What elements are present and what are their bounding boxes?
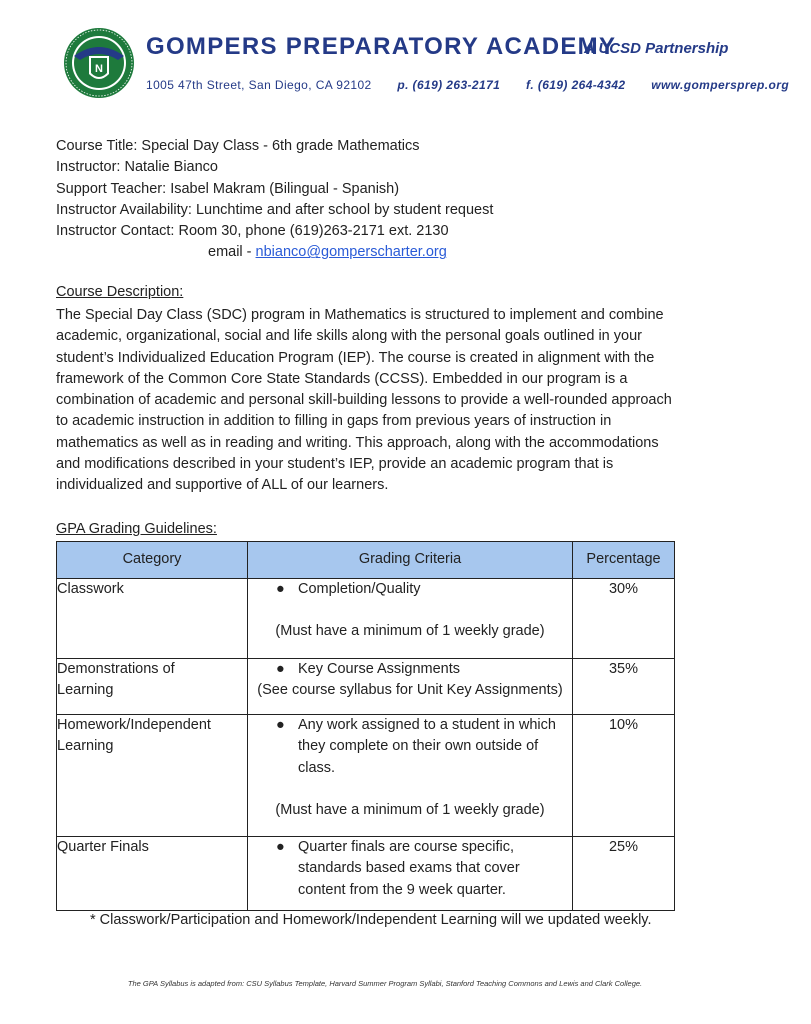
percentage-cell: 30% xyxy=(573,579,675,659)
description-line: student’s Individualized Education Program (IEP). The course is created in alignment with the xyxy=(56,349,655,366)
category-line: Demonstrations of xyxy=(57,661,175,677)
table-row xyxy=(57,837,675,911)
criteria-item xyxy=(248,715,572,779)
bullet-icon: ● xyxy=(276,839,285,855)
criteria-text: Key Course Assignments xyxy=(298,661,460,677)
criteria-text: Completion/Quality xyxy=(298,581,421,597)
criteria-line: class. xyxy=(298,759,336,776)
criteria-note: (See course syllabus for Unit Key Assignments) xyxy=(257,682,563,699)
criteria-cell xyxy=(248,837,573,911)
category-cell xyxy=(57,579,248,659)
course-title: Course Title: Special Day Class - 6th grade Mathematics xyxy=(56,138,420,154)
bullet-icon: ● xyxy=(276,717,285,733)
criteria-note: (Must have a minimum of 1 weekly grade) xyxy=(275,801,545,818)
header-criteria: Grading Criteria xyxy=(248,542,573,579)
school-address: 1005 47th Street, San Diego, CA 92102 xyxy=(146,78,372,92)
criteria-line: standards based exams that cover xyxy=(298,860,520,877)
svg-text:N: N xyxy=(95,63,103,75)
table-row xyxy=(57,715,675,837)
category-line: Homework/Independent xyxy=(57,717,211,733)
category-cell xyxy=(57,837,248,911)
table-row xyxy=(57,579,675,659)
category-classwork: Classwork xyxy=(57,581,124,597)
grading-table xyxy=(56,541,675,911)
email-link[interactable]: nbianco@gomperscharter.org xyxy=(255,244,447,261)
bullet-icon: ● xyxy=(276,661,285,677)
contact-bar xyxy=(146,78,811,92)
criteria-cell xyxy=(248,579,573,659)
course-description-heading: Course Description: xyxy=(56,284,184,300)
instructor: Instructor: Natalie Bianco xyxy=(56,159,218,176)
description-line: individualized and supportive of ALL of our learners. xyxy=(56,477,389,494)
instructor-contact: Instructor Contact: Room 30, phone (619)263-2171 ext. 2130 xyxy=(56,223,449,240)
criteria-line: Any work assigned to a student in which xyxy=(298,717,556,733)
course-description xyxy=(56,305,716,497)
criteria-text xyxy=(298,715,556,779)
table-header-row xyxy=(57,542,675,579)
description-line: framework of the Common Core State Standards (CCSS). Embedded in our program is a xyxy=(56,370,628,387)
criteria-item xyxy=(248,579,572,600)
email-line xyxy=(56,242,493,263)
school-name: GOMPERS PREPARATORY ACADEMY xyxy=(146,33,617,60)
criteria-line: content from the 9 week quarter. xyxy=(298,881,506,898)
bullet-icon: ● xyxy=(276,581,285,597)
instructor-availability: Instructor Availability: Lunchtime and after school by student request xyxy=(56,201,494,218)
description-line: academic, organizational, social and life skills along with the personal goals outlined in your xyxy=(56,328,642,345)
description-line: The Special Day Class (SDC) program in Mathematics is structured to implement and combine xyxy=(56,307,664,323)
category-line: Learning xyxy=(57,738,114,755)
course-info xyxy=(56,136,493,264)
partnership-label: A UCSD Partnership xyxy=(584,40,729,57)
criteria-text xyxy=(298,837,520,901)
table-row xyxy=(57,659,675,715)
category-line: Learning xyxy=(57,682,114,699)
criteria-cell xyxy=(248,715,573,837)
percentage-cell: 10% xyxy=(573,715,675,837)
school-website[interactable]: www.gompersprep.org xyxy=(651,78,790,92)
criteria-item xyxy=(248,659,572,680)
description-line: combination of academic and personal skill-building lessons to provide a well-rounded approach xyxy=(56,392,672,409)
category-cell xyxy=(57,659,248,715)
criteria-line: they complete on their own outside of xyxy=(298,738,539,755)
school-seal-logo xyxy=(62,26,136,100)
header-category: Category xyxy=(57,542,248,579)
criteria-note: (Must have a minimum of 1 weekly grade) xyxy=(275,623,545,640)
description-line: and modifications described in your student’s IEP, provide an academic program that is xyxy=(56,456,614,473)
criteria-cell xyxy=(248,659,573,715)
support-teacher: Support Teacher: Isabel Makram (Bilingual - Spanish) xyxy=(56,180,400,197)
header-percentage: Percentage xyxy=(573,542,675,579)
gpa-guidelines-heading: GPA Grading Guidelines: xyxy=(56,521,217,537)
school-fax: f. (619) 264-4342 xyxy=(525,78,626,92)
school-phone: p. (619) 263-2171 xyxy=(397,78,501,92)
update-footnote: * Classwork/Participation and Homework/Independent Learning will we updated weekly. xyxy=(90,912,652,928)
percentage-cell: 25% xyxy=(573,837,675,911)
description-line: mathematics as well as in reading and writing. This approach, along with the accommodations xyxy=(56,434,659,451)
criteria-line: Quarter finals are course specific, xyxy=(298,839,514,855)
adapted-from-note: The GPA Syllabus is adapted from: CSU Syllabus Template, Harvard Summer Program Syllabi, Stanford Teaching Commons and Lewis and Clark College. xyxy=(127,979,643,988)
category-cell xyxy=(57,715,248,837)
criteria-item xyxy=(248,837,572,901)
percentage-cell: 35% xyxy=(573,659,675,715)
category-quarter-finals: Quarter Finals xyxy=(57,839,149,855)
description-line: to academic instruction in addition to filling in gaps from previous years of instruction in xyxy=(56,413,612,430)
email-prefix: email - xyxy=(208,244,256,261)
